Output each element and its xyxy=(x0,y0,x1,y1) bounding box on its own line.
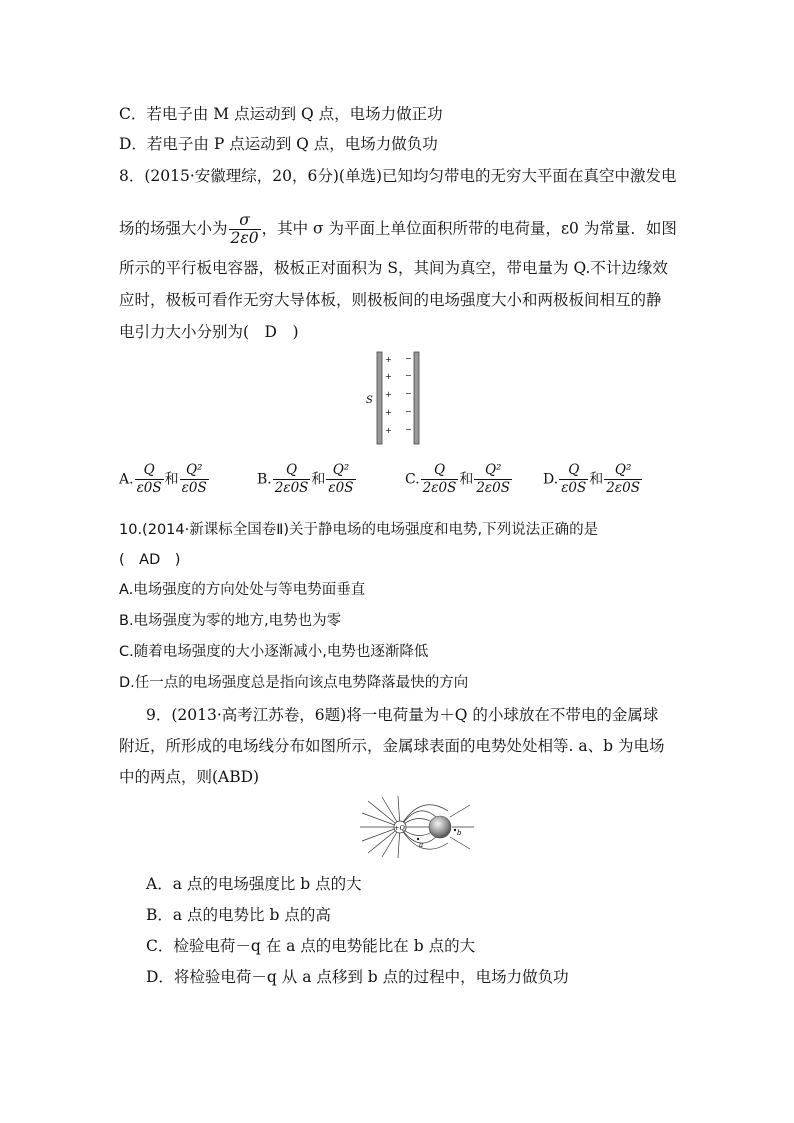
svg-text:+: + xyxy=(385,408,392,417)
point-a-label: a xyxy=(419,841,424,849)
q9-stem-line3: 中的两点，则(ABD) xyxy=(119,768,260,786)
q8-option-b: B. $\frac{Q}{2\varepsilon 0S}$ 和 $\frac{\text{Q²}}{\varepsilon 0S}$ xyxy=(257,462,354,496)
point-charge-label: +Q xyxy=(394,824,405,832)
q9-stem-line1: 9．(2013·高考江苏卷，6题)将一电荷量为＋Q 的小球放在不带电的金属球 xyxy=(146,706,659,724)
force-fraction: $\frac{\text{Q²}}{2\varepsilon 0S}$ xyxy=(606,462,640,496)
svg-text:+: + xyxy=(385,390,392,399)
q8-option-d: D. $\frac{Q}{\varepsilon 0S}$ 和 $\frac{\text{Q²}}{2\varepsilon 0S}$ xyxy=(543,462,640,496)
point-a-dot xyxy=(417,838,419,840)
capacitor-figure xyxy=(360,350,430,446)
area-label: S xyxy=(366,395,373,406)
svg-text:−: − xyxy=(405,354,412,363)
svg-text:+: + xyxy=(385,355,392,364)
option-label: B. xyxy=(257,471,272,488)
metal-sphere xyxy=(429,816,451,838)
q9-option-d: D．将检验电荷－q 从 a 点移到 b 点的过程中，电场力做负功 xyxy=(146,968,569,986)
plus-charges xyxy=(385,355,392,435)
q10-option-d: D.任一点的电场强度总是指向该点电势降落最快的方向 xyxy=(119,675,469,691)
q8-line2-pre: 场的场强大小为 xyxy=(119,219,228,238)
svg-text:−: − xyxy=(405,389,412,398)
svg-text:+: + xyxy=(385,426,392,435)
field-fraction: $\frac{Q}{\varepsilon 0S}$ xyxy=(136,462,162,496)
q10-option-c: C.随着电场强度的大小逐渐减小,电势也逐渐降低 xyxy=(119,644,429,660)
q8-option-c: C. $\frac{Q}{2\varepsilon 0S}$ 和 $\frac{\text{Q²}}{2\varepsilon 0S}$ xyxy=(405,462,511,496)
q9-option-c: C．检验电荷－q 在 a 点的电势能比在 b 点的大 xyxy=(146,937,476,955)
point-b-dot xyxy=(454,829,456,831)
q9-stem-line2: 附近，所形成的电场线分布如图所示，金属球表面的电势处处相等. a、b 为电场 xyxy=(119,737,665,755)
positive-plate xyxy=(377,352,382,444)
field-fraction: $\frac{Q}{2\varepsilon 0S}$ xyxy=(422,462,457,496)
svg-text:−: − xyxy=(405,371,412,380)
q8-stem-line4: 应时，极板可看作无穷大导体板，则极板间的电场强度大小和两极板间相互的静 xyxy=(119,291,662,309)
q8-stem-line2 xyxy=(119,212,677,247)
option-label: C. xyxy=(405,471,420,488)
option-label: A. xyxy=(119,471,134,488)
q9-option-b: B．a 点的电势比 b 点的高 xyxy=(146,906,331,924)
force-fraction: $\frac{\text{Q²}}{\varepsilon 0S}$ xyxy=(181,462,207,496)
q8-stem-line5: 电引力大小分别为( D ) xyxy=(119,323,299,341)
force-fraction: $\frac{\text{Q²}}{2\varepsilon 0S}$ xyxy=(476,462,511,496)
minus-charges xyxy=(405,354,412,434)
sigma-over-2eps0-fraction xyxy=(229,212,261,247)
fraction-numerator: σ xyxy=(229,212,261,230)
q8-option-a: A. $\frac{Q}{\varepsilon 0S}$ 和 $\frac{\text{Q²}}{\varepsilon 0S}$ xyxy=(119,462,207,496)
negative-plate xyxy=(414,352,419,444)
q10-stem-line1: 10.(2014·新课标全国卷Ⅱ)关于静电场的电场强度和电势,下列说法正确的是 xyxy=(119,522,599,538)
q10-stem-line2: ( AD ) xyxy=(119,552,181,568)
q8-line2-post: ，其中 σ 为平面上单位面积所带的电荷量，ε0 为常量．如图 xyxy=(261,219,677,238)
q9-option-a: A．a 点的电场强度比 b 点的大 xyxy=(146,875,362,893)
field-lines xyxy=(360,796,474,858)
q8-stem-line3: 所示的平行板电容器，极板正对面积为 S，其间为真空，带电量为 Q.不计边缘效 xyxy=(119,259,668,277)
field-fraction: $\frac{Q}{2\varepsilon 0S}$ xyxy=(274,462,309,496)
fraction-denominator: 2ε0 xyxy=(230,229,259,247)
svg-text:+: + xyxy=(385,372,392,381)
field-lines-figure xyxy=(358,795,476,859)
q7-option-d: D．若电子由 P 点运动到 Q 点，电场力做负功 xyxy=(119,135,438,153)
q10-option-a: A.电场强度的方向处处与等电势面垂直 xyxy=(119,582,366,598)
svg-text:−: − xyxy=(405,425,412,434)
option-label: D. xyxy=(543,471,559,488)
field-fraction: $\frac{Q}{\varepsilon 0S}$ xyxy=(561,462,587,496)
force-fraction: $\frac{\text{Q²}}{\varepsilon 0S}$ xyxy=(328,462,354,496)
q7-option-c: C．若电子由 M 点运动到 Q 点，电场力做正功 xyxy=(119,105,443,123)
svg-text:−: − xyxy=(405,407,412,416)
q8-stem-line1: 8．(2015·安徽理综，20，6分)(单选)已知均匀带电的无穷大平面在真空中激发电 xyxy=(119,167,677,185)
q10-option-b: B.电场强度为零的地方,电势也为零 xyxy=(119,613,342,629)
point-b-label: b xyxy=(457,829,462,837)
